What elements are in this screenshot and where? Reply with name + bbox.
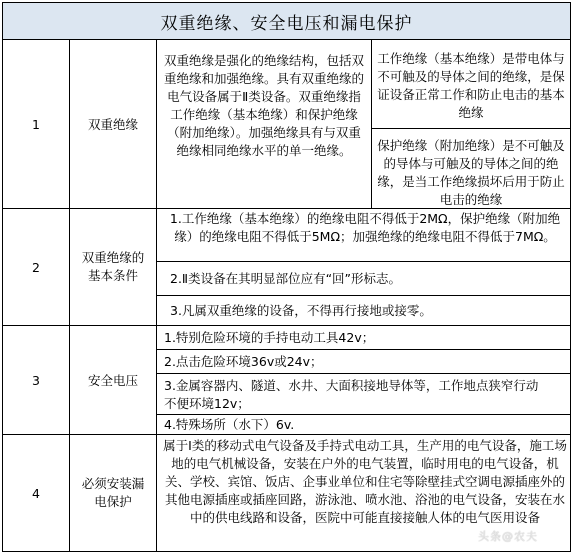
- row-2-item-2: 2.Ⅱ类设备在其明显部位应有“回”形标志。: [170, 271, 402, 286]
- watermark: 头条@农夫: [478, 530, 538, 543]
- row-3-item-2: 2.点击危险环境36v或24v；: [164, 354, 323, 369]
- row-4-number: 4: [32, 485, 40, 501]
- table-title: 双重绝缘、安全电压和漏电保护: [3, 3, 570, 40]
- row-2-name: 双重绝缘的基本条件: [81, 250, 145, 283]
- cell-divider: [156, 414, 570, 415]
- col-divider: [371, 40, 372, 208]
- row-3-item-3: 3.金属容器内、隧道、水井、大面积接地导体等，工作地点狭窄行动不便环境12v；: [164, 378, 539, 411]
- row-4-name: 必须安装漏电保护: [81, 476, 145, 509]
- row-2-item-3: 3.凡属双重绝缘的设备，不得再行接地或接零。: [170, 303, 432, 318]
- cell-divider: [371, 128, 570, 129]
- row-3-name: 安全电压: [87, 373, 138, 388]
- row-1-detail-working-insulation: 工作绝缘（基本绝缘）是带电体与不可触及的导体之间的绝缘，是保证设备正常工作和防止电击的基本绝缘: [377, 51, 565, 120]
- row-1-name: 双重绝缘: [87, 117, 138, 132]
- cell-divider: [156, 349, 570, 350]
- row-2-number: 2: [32, 259, 40, 275]
- cell-divider: [156, 295, 570, 296]
- row-2-item-1: 1.工作绝缘（基本绝缘）的绝缘电阻不得低于2MΩ，保护绝缘（附加绝缘）的绝缘电阻不得低于5MΩ；加强绝缘的绝缘电阻不得低于7MΩ。: [169, 211, 561, 244]
- cell-divider: [156, 261, 570, 262]
- row-1-number: 1: [32, 116, 40, 132]
- row-1-detail-protective-insulation: 保护绝缘（附加绝缘）是不可触及的导体与可触及的导体之间的绝缘，是当工作绝缘损坏后用于防止电击的绝缘: [377, 138, 565, 207]
- protection-table: [2, 2, 571, 552]
- row-1-description: 双重绝缘是强化的绝缘结构，包括双重绝缘和加强绝缘。具有双重绝缘的电气设备属于Ⅱ类设备。双重绝缘指工作绝缘（基本绝缘）和保护绝缘（附加绝缘）。加强绝缘具有与双重绝缘相同绝缘水平的单一绝缘。: [163, 53, 364, 158]
- row-3-number: 3: [32, 372, 40, 388]
- row-4-description: 属于Ⅰ类的移动式电气设备及手持式电动工具，生产用的电气设备，施工场地的电气机械设备，安装在户外的电气装置，临时用电的电气设备，机关、学校、宾馆、饭店、企事业单位和住宅等除壁挂式空调电源插座外的其他电源插座或插座回路，游泳池、喷水池、浴池的电气设备，安装在水中的供电线路和设备，医院中可能直接接触人体的电气医用设备: [163, 438, 567, 525]
- row-3-item-4: 4.特殊场所（水下）6v.: [164, 417, 295, 432]
- cell-divider: [156, 373, 570, 374]
- row-3-item-1: 1.特别危险环境的手持电动工具42v；: [164, 330, 375, 345]
